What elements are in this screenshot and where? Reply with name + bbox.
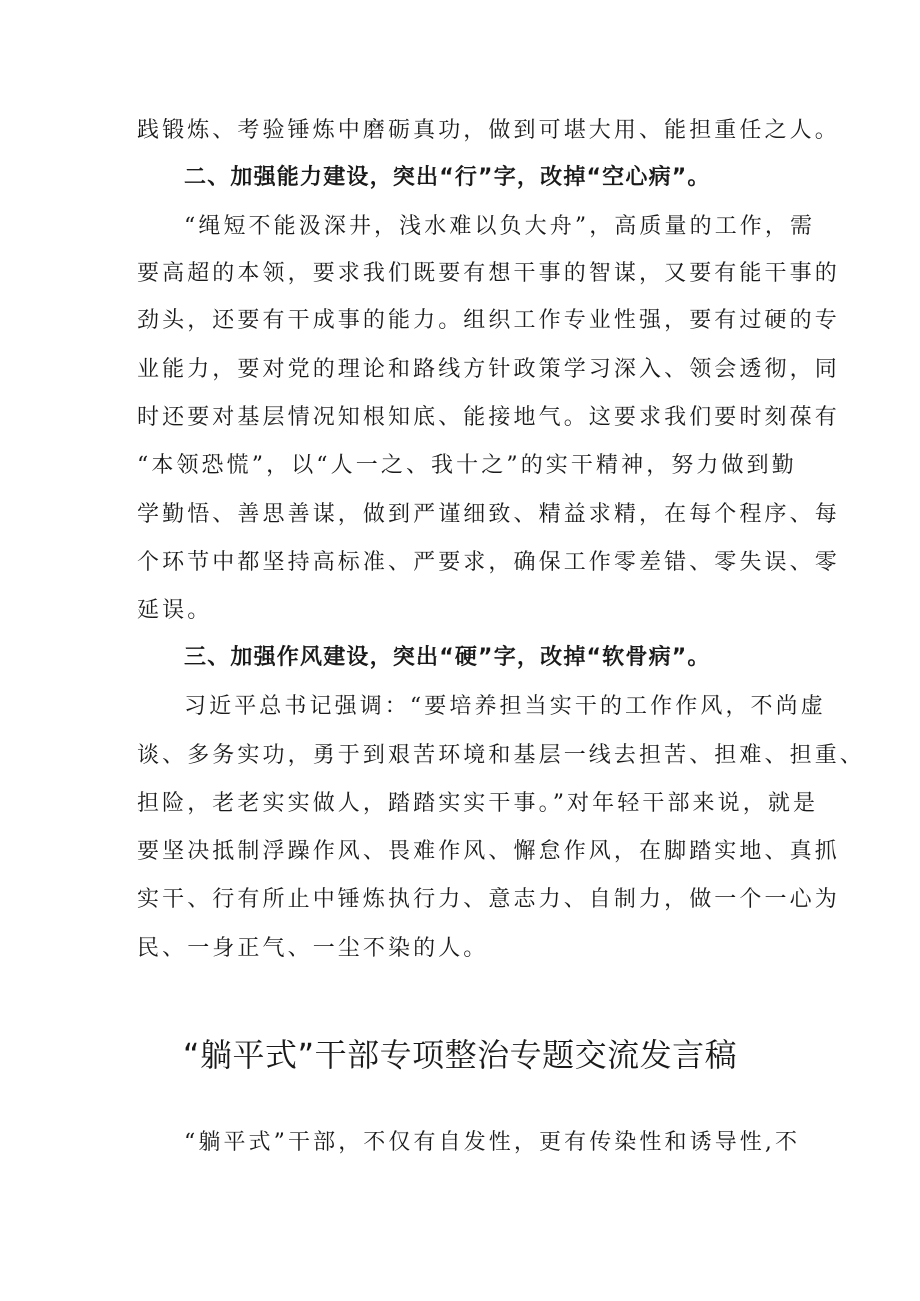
paragraph-line: 实干、行有所止中锤炼执行力、意志力、自制力，做一个一心为 (137, 887, 840, 912)
paragraph-line: 践锻炼、考验锤炼中磨砺真功，做到可堪大用、能担重任之人。 (137, 118, 840, 143)
section-heading-2: 二、加强能力建设，突出“行”字，改掉“空心病”。 (184, 165, 711, 190)
section-heading-3: 三、加强作风建设，突出“硬”字，改掉“软骨病”。 (184, 645, 711, 670)
article-title: “躺平式”干部专项整治专题交流发言稿 (182, 1036, 738, 1074)
paragraph-line: 劲头，还要有干成事的能力。组织工作专业性强，要有过硬的专 (137, 308, 840, 333)
paragraph-line: “本领恐慌”，以“人一之、我十之”的实干精神，努力做到勤 (137, 453, 797, 478)
paragraph-line: 延误。 (137, 598, 213, 623)
paragraph-line: 时还要对基层情况知根知底、能接地气。这要求我们要时刻葆有 (137, 405, 840, 430)
paragraph-line: 习近平总书记强调：“要培养担当实干的工作作风，不尚虚 (184, 694, 826, 719)
paragraph-line: 谈、多务实功，勇于到艰苦环境和基层一线去担苦、担难、担重、 (137, 743, 865, 768)
paragraph-line: 担险，老老实实做人，踏踏实实干事。”对年轻干部来说，就是 (137, 791, 819, 816)
paragraph-line: 民、一身正气、一尘不染的人。 (137, 936, 489, 961)
paragraph-line: “躺平式”干部，不仅有自发性，更有传染性和诱导性,不 (184, 1130, 801, 1155)
paragraph-line: 要高超的本领，要求我们既要有想干事的智谋，又要有能干事的 (137, 261, 840, 286)
paragraph-line: 业能力，要对党的理论和路线方针政策学习深入、领会透彻，同 (137, 357, 840, 382)
paragraph-line: 要坚决抵制浮躁作风、畏难作风、懈怠作风，在脚踏实地、真抓 (137, 839, 840, 864)
paragraph-line: 个环节中都坚持高标准、严要求，确保工作零差错、零失误、零 (137, 550, 840, 575)
paragraph-line: “绳短不能汲深井，浅水难以负大舟”，高质量的工作，需 (184, 214, 816, 239)
paragraph-line: 学勤悟、善思善谋，做到严谨细致、精益求精，在每个程序、每 (137, 502, 840, 527)
